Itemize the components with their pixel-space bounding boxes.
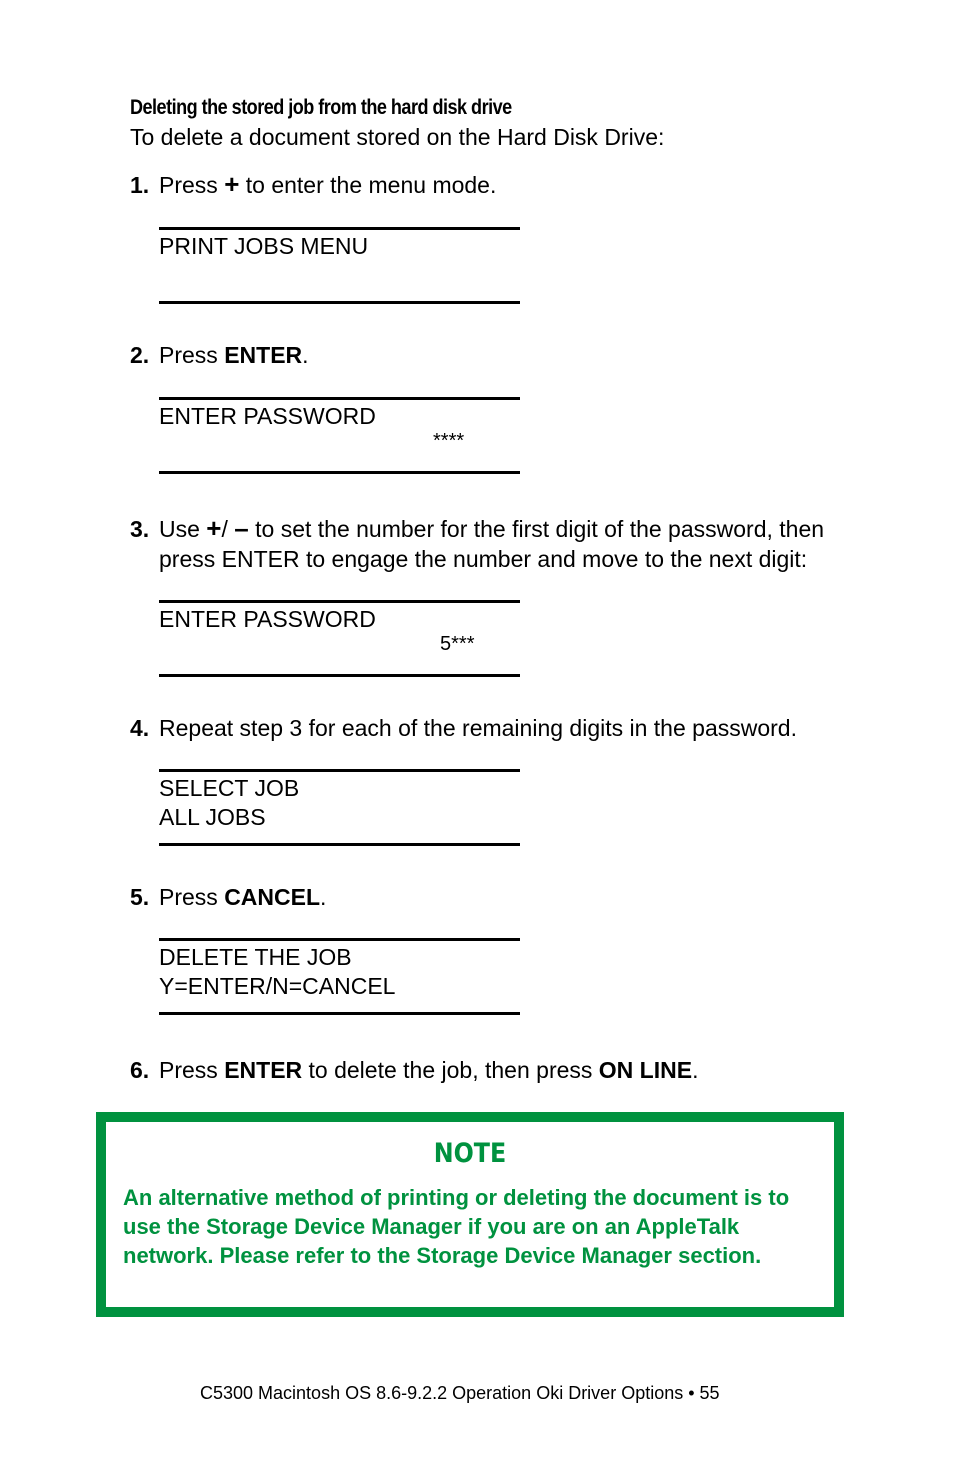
lcd-line-2: Y=ENTER/N=CANCEL	[159, 973, 396, 999]
plus-key: +	[206, 513, 222, 543]
cancel-key: CANCEL	[224, 884, 321, 910]
lcd-line-1: ENTER PASSWORD	[159, 606, 376, 632]
step-separator: /	[221, 516, 235, 542]
step-text-post: to set the number for the first digit of the password, then	[248, 516, 825, 542]
step-text-pre: Use	[159, 516, 207, 542]
step-number: 2.	[130, 342, 150, 368]
step-text-post: .	[320, 884, 327, 910]
step-number: 1.	[130, 172, 150, 198]
password-value: 5***	[440, 633, 475, 655]
step-number: 4.	[130, 715, 150, 741]
step-text-post: .	[692, 1057, 699, 1083]
lcd-display-1	[159, 227, 520, 304]
lcd-line-1: ENTER PASSWORD	[159, 403, 376, 429]
minus-key: –	[234, 513, 249, 543]
step-3	[130, 513, 824, 574]
step-text-pre: Press	[159, 884, 225, 910]
note-box-inner	[106, 1122, 834, 1307]
step-text: Repeat step 3 for each of the remaining digits in the password.	[159, 715, 797, 741]
step-text-post: .	[302, 342, 309, 368]
lcd-line-1: SELECT JOB	[159, 775, 300, 801]
enter-key: ENTER	[224, 1057, 303, 1083]
lcd-line-1: PRINT JOBS MENU	[159, 233, 369, 259]
step-2	[130, 340, 309, 370]
note-box	[96, 1112, 844, 1317]
page-footer: C5300 Macintosh OS 8.6-9.2.2 Operation Oki Driver Options • 55	[200, 1383, 720, 1403]
password-value: ****	[433, 430, 465, 452]
section-heading: Deleting the stored job from the hard disk drive	[130, 96, 512, 119]
step-text-pre: Press	[159, 172, 225, 198]
lcd-display-3	[159, 600, 520, 677]
note-title: NOTE	[433, 1138, 507, 1169]
step-text-pre: Press	[159, 1057, 225, 1083]
lcd-display-5	[159, 938, 520, 1015]
step-number: 5.	[130, 884, 150, 910]
step-text-pre: Press	[159, 342, 225, 368]
step-text-post: to enter the menu mode.	[239, 172, 497, 198]
note-body: An alternative method of printing or deleting the document is to use the Storage Device Manager if you are on an AppleTalk network. Please refer to the Storage Device Manager section.	[123, 1185, 790, 1268]
plus-key: +	[224, 169, 240, 199]
step-4	[130, 713, 797, 743]
step-5	[130, 882, 326, 912]
enter-key: ENTER	[224, 342, 303, 368]
step-number: 6.	[130, 1057, 150, 1083]
lcd-display-4	[159, 769, 520, 846]
lcd-display-2	[159, 397, 520, 474]
step-text-mid: to delete the job, then press	[302, 1057, 599, 1083]
step-number: 3.	[130, 516, 150, 542]
lcd-line-1: DELETE THE JOB	[159, 944, 352, 970]
step-6	[130, 1055, 698, 1085]
online-key: ON LINE	[598, 1057, 693, 1083]
step-1	[130, 169, 496, 200]
lcd-line-2: ALL JOBS	[159, 804, 266, 830]
step-text-line-2: press ENTER to engage the number and move to the next digit:	[159, 546, 808, 572]
intro-text: To delete a document stored on the Hard Disk Drive:	[130, 124, 665, 150]
